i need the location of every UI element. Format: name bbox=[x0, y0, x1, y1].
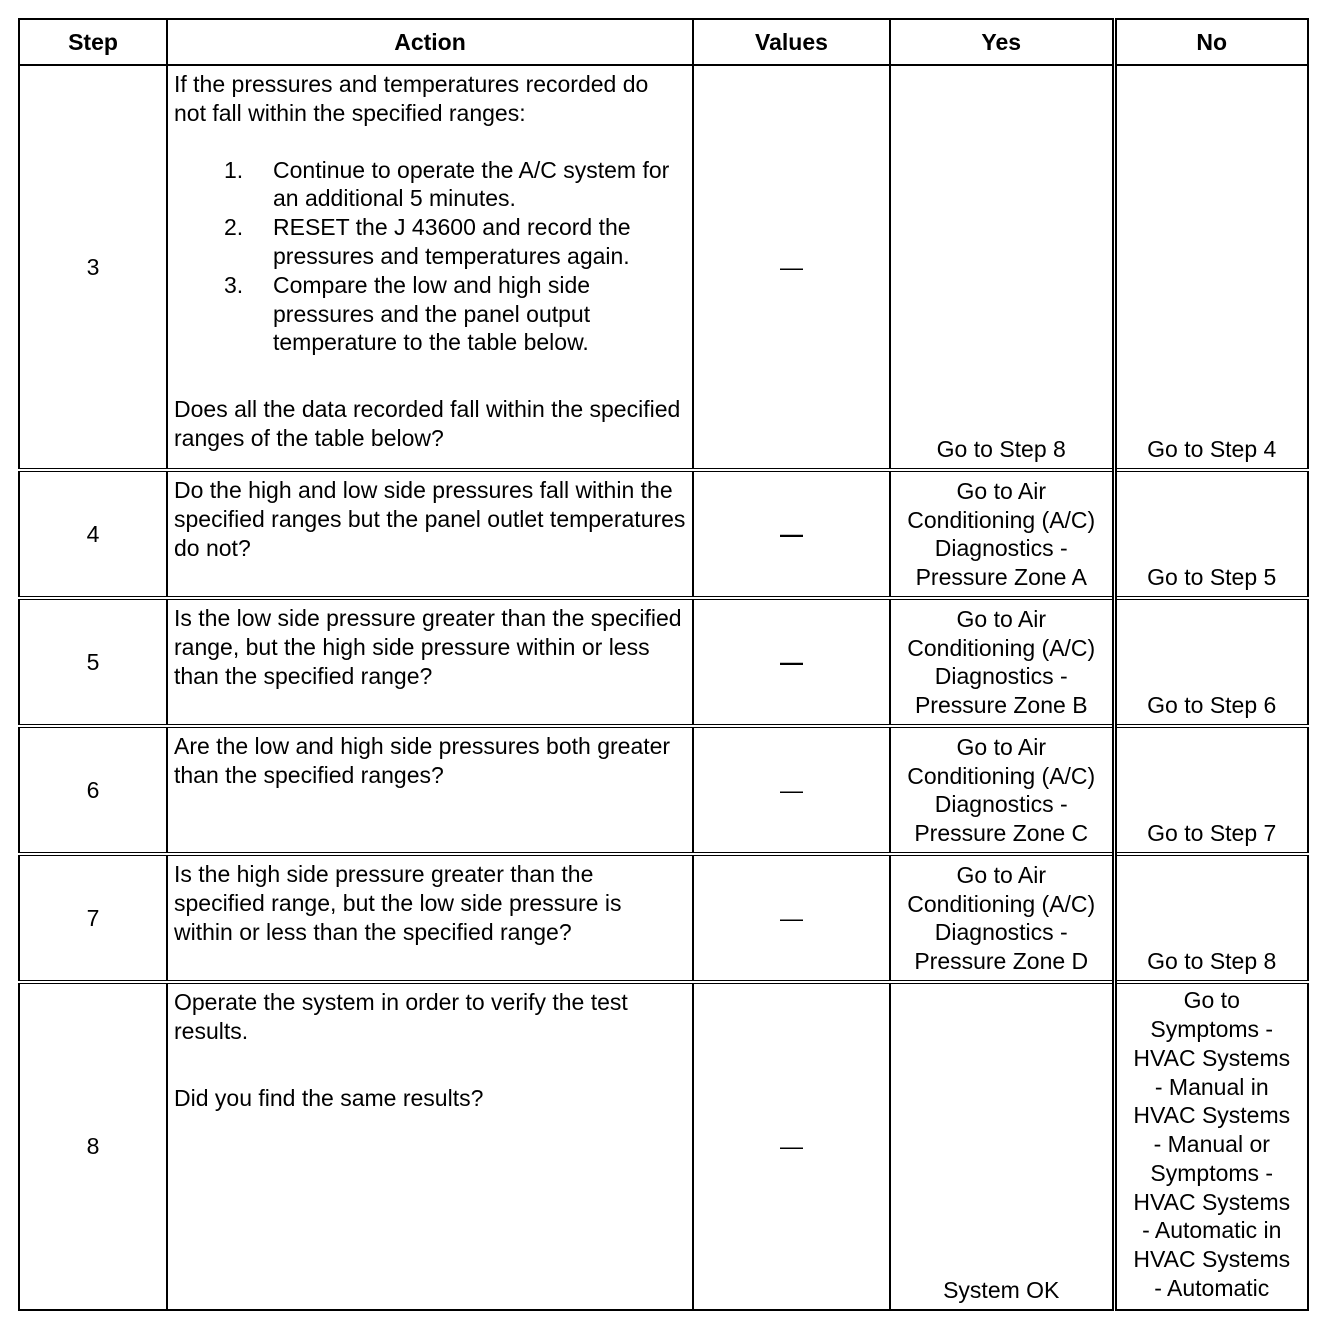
no-cell: Go to Step 4 bbox=[1114, 65, 1308, 470]
table-row-step-5 bbox=[19, 598, 1308, 726]
no-cell: Go to Step 5 bbox=[1114, 470, 1308, 598]
list-item: 3. Compare the low and high side pressures and the panel output temperature to the table below. bbox=[224, 271, 591, 356]
table-row-step-3 bbox=[19, 65, 1308, 470]
header-action: Action bbox=[167, 19, 693, 65]
step-number: 8 bbox=[19, 982, 167, 1310]
step-number: 3 bbox=[19, 65, 167, 470]
table-row-step-6 bbox=[19, 726, 1308, 854]
yes-cell: Go to Air Conditioning (A/C) Diagnostics - Pressure Zone D bbox=[890, 854, 1114, 982]
yes-cell: System OK bbox=[890, 982, 1114, 1310]
no-cell: Go to Step 8 bbox=[1114, 854, 1308, 982]
yes-cell: Go to Air Conditioning (A/C) Diagnostics - Pressure Zone A bbox=[890, 470, 1114, 598]
header-values: Values bbox=[693, 19, 890, 65]
action-question: Did you find the same results? bbox=[174, 1084, 484, 1111]
list-item: 2. RESET the J 43600 and record the pressures and temperatures again. bbox=[224, 214, 631, 269]
action-cell: Are the low and high side pressures both greater than the specified ranges? bbox=[167, 726, 693, 854]
action-cell bbox=[167, 982, 693, 1310]
table-row-step-8 bbox=[19, 982, 1308, 1310]
diagnostic-table bbox=[18, 18, 1309, 1311]
action-intro: Operate the system in order to verify the test results. bbox=[174, 989, 628, 1044]
values-cell: — bbox=[693, 726, 890, 854]
no-cell: Go to Symptoms - HVAC Systems - Manual in HVAC Systems - Manual or Symptoms - HVAC Systems - Automatic in HVAC Systems - Automatic bbox=[1114, 982, 1308, 1310]
step-number: 4 bbox=[19, 470, 167, 598]
step-number: 5 bbox=[19, 598, 167, 726]
yes-cell: Go to Air Conditioning (A/C) Diagnostics - Pressure Zone B bbox=[890, 598, 1114, 726]
list-item: 1. Continue to operate the A/C system for an additional 5 minutes. bbox=[224, 156, 670, 212]
action-cell: Is the high side pressure greater than the specified range, but the low side pressure is within or less than the specified range? bbox=[167, 854, 693, 982]
action-intro: If the pressures and temperatures recorded do not fall within the specified ranges: bbox=[174, 71, 649, 126]
header-row bbox=[19, 19, 1308, 65]
action-cell: Do the high and low side pressures fall within the specified ranges but the panel outlet temperatures do not? bbox=[167, 470, 693, 598]
yes-cell: Go to Air Conditioning (A/C) Diagnostics - Pressure Zone C bbox=[890, 726, 1114, 854]
values-cell: — bbox=[693, 470, 890, 598]
values-cell: — bbox=[693, 65, 890, 470]
values-cell: — bbox=[693, 598, 890, 726]
yes-cell: Go to Step 8 bbox=[890, 65, 1114, 470]
table-row-step-7 bbox=[19, 854, 1308, 982]
action-cell: Is the low side pressure greater than the specified range, but the high side pressure within or less than the specified range? bbox=[167, 598, 693, 726]
no-cell: Go to Step 6 bbox=[1114, 598, 1308, 726]
table-row-step-4 bbox=[19, 470, 1308, 598]
step-number: 7 bbox=[19, 854, 167, 982]
values-cell: — bbox=[693, 854, 890, 982]
header-no: No bbox=[1114, 19, 1308, 65]
action-question: Does all the data recorded fall within the specified ranges of the table below? bbox=[174, 396, 681, 451]
header-step: Step bbox=[19, 19, 167, 65]
header-yes: Yes bbox=[890, 19, 1114, 65]
step-number: 6 bbox=[19, 726, 167, 854]
action-steps-list bbox=[174, 156, 686, 358]
no-cell: Go to Step 7 bbox=[1114, 726, 1308, 854]
values-cell: — bbox=[693, 982, 890, 1310]
action-cell bbox=[167, 65, 693, 470]
